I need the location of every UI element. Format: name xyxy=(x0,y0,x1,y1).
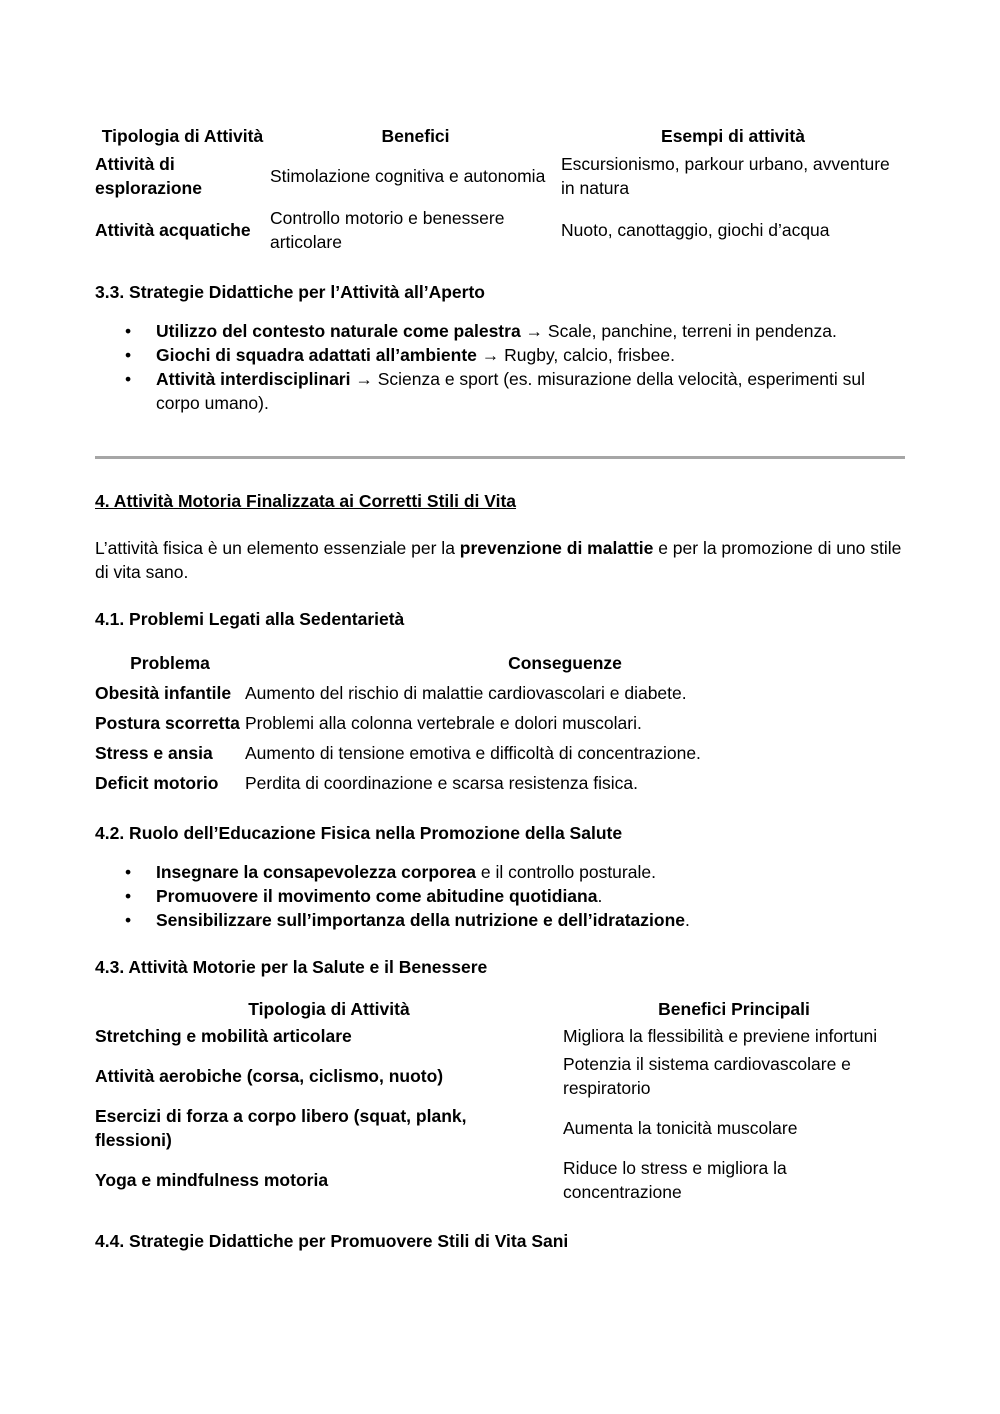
table-row xyxy=(95,149,905,203)
paragraph-text: L’attività fisica è un elemento essenziale per la xyxy=(95,538,460,558)
examples-cell: Escursionismo, parkour urbano, avventure in natura xyxy=(561,154,890,198)
list-item xyxy=(156,884,905,908)
benefit-cell: Aumenta la tonicità muscolare xyxy=(563,1118,798,1138)
sedentary-problems-table xyxy=(95,648,885,798)
table-header: Benefici xyxy=(381,126,450,146)
paragraph-bold: prevenzione di malattie xyxy=(459,538,654,558)
benefit-cell: Stimolazione cognitiva e autonomia xyxy=(270,166,546,186)
list-item-text: → Scale, panchine, terreni in pendenza. xyxy=(520,321,837,341)
intro-paragraph xyxy=(95,536,905,584)
bullet-list xyxy=(95,319,905,415)
table-header: Benefici Principali xyxy=(658,999,810,1019)
list-item-bold: Promuovere il movimento come abitudine quotidiana xyxy=(156,886,598,906)
consequence-cell: Aumento di tensione emotiva e difficoltà di concentrazione. xyxy=(245,743,701,763)
benefit-cell: Controllo motorio e benessere articolare xyxy=(270,208,505,252)
list-item-bold: Giochi di squadra adattati all’ambiente xyxy=(156,345,477,365)
table-header-row xyxy=(95,648,885,678)
section-heading: 4.2. Ruolo dell’Educazione Fisica nella Promozione della Salute xyxy=(95,823,623,843)
list-item-bold: Attività interdisciplinari xyxy=(156,369,351,389)
table-row xyxy=(95,1022,905,1050)
table-header-row xyxy=(95,123,905,149)
section-heading: 3.3. Strategie Didattiche per l’Attività all’Aperto xyxy=(95,282,485,302)
problem-cell: Stress e ansia xyxy=(95,743,213,763)
consequence-cell: Problemi alla colonna vertebrale e dolori muscolari. xyxy=(245,713,642,733)
activity-type-cell: Yoga e mindfulness motoria xyxy=(95,1170,329,1190)
health-activities-table xyxy=(95,996,905,1206)
table-row xyxy=(95,1050,905,1102)
chapter-title: 4. Attività Motoria Finalizzata ai Corretti Stili di Vita xyxy=(95,491,517,511)
table-row xyxy=(95,738,885,768)
bullet-list xyxy=(95,860,905,932)
problem-cell: Postura scorretta xyxy=(95,713,240,733)
activities-table xyxy=(95,123,905,257)
benefit-cell: Riduce lo stress e migliora la concentrazione xyxy=(563,1158,787,1202)
activity-type-cell: Stretching e mobilità articolare xyxy=(95,1026,352,1046)
table-header: Esempi di attività xyxy=(661,126,805,146)
consequence-cell: Perdita di coordinazione e scarsa resistenza fisica. xyxy=(245,773,638,793)
list-item-bold: Insegnare la consapevolezza corporea xyxy=(156,862,476,882)
list-item-text: . xyxy=(685,910,690,930)
consequence-cell: Aumento del rischio di malattie cardiovascolari e diabete. xyxy=(245,683,687,703)
activity-type-cell: Attività di esplorazione xyxy=(95,154,202,198)
list-item xyxy=(156,908,905,932)
table-row xyxy=(95,678,885,708)
table-row xyxy=(95,1154,905,1206)
list-item xyxy=(156,319,905,343)
table-row xyxy=(95,1102,905,1154)
list-item xyxy=(156,860,905,884)
list-item-bold: Utilizzo del contesto naturale come palestra xyxy=(156,321,521,341)
table-header: Conseguenze xyxy=(508,653,622,673)
table-header-row xyxy=(95,996,905,1022)
section-heading: 4.4. Strategie Didattiche per Promuovere Stili di Vita Sani xyxy=(95,1231,569,1251)
list-item-text: → Rugby, calcio, frisbee. xyxy=(476,345,675,365)
activity-type-cell: Attività aerobiche (corsa, ciclismo, nuoto) xyxy=(95,1066,444,1086)
activity-type-cell: Esercizi di forza a corpo libero (squat, plank, flessioni) xyxy=(95,1106,467,1150)
section-heading: 4.1. Problemi Legati alla Sedentarietà xyxy=(95,609,405,629)
benefit-cell: Potenzia il sistema cardiovascolare e respiratorio xyxy=(563,1054,851,1098)
table-row xyxy=(95,708,885,738)
table-header: Tipologia di Attività xyxy=(248,999,410,1019)
section-heading: 4.3. Attività Motorie per la Salute e il Benessere xyxy=(95,957,488,977)
horizontal-divider xyxy=(95,456,905,459)
page-content xyxy=(95,123,905,1268)
list-item-bold: Sensibilizzare sull’importanza della nutrizione e dell’idratazione xyxy=(156,910,686,930)
table-row xyxy=(95,768,885,798)
paragraph-text: e per la promozione di uno stile di vita sano. xyxy=(95,538,902,582)
table-header: Problema xyxy=(130,653,210,673)
benefit-cell: Migliora la flessibilità e previene infortuni xyxy=(563,1026,878,1046)
list-item-text: → Scienza e sport (es. misurazione della velocità, esperimenti sul corpo umano). xyxy=(156,369,866,413)
problem-cell: Deficit motorio xyxy=(95,773,219,793)
list-item xyxy=(156,343,905,367)
list-item xyxy=(156,367,905,415)
activity-type-cell: Attività acquatiche xyxy=(95,220,251,240)
list-item-text: . xyxy=(597,886,603,906)
table-row xyxy=(95,203,905,257)
examples-cell: Nuoto, canottaggio, giochi d’acqua xyxy=(561,220,830,240)
problem-cell: Obesità infantile xyxy=(95,683,232,703)
table-header: Tipologia di Attività xyxy=(101,126,264,146)
list-item-text: e il controllo posturale. xyxy=(476,862,656,882)
